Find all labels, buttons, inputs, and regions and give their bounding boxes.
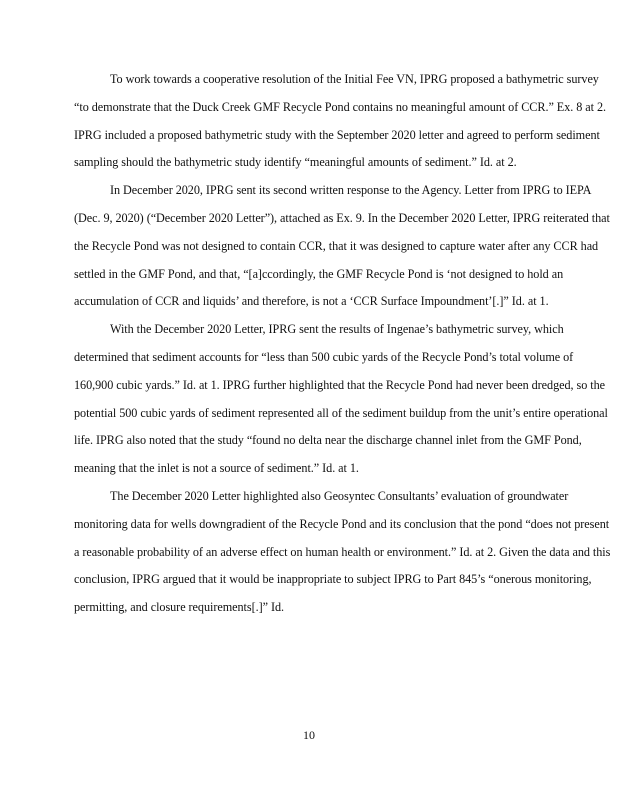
paragraph-survey-results: With the December 2020 Letter, IPRG sent the results of Ingenae’s bathymetric survey, which determined that sediment accounts for “less than 500 cubic yards of the Recycle Pond’s total volume of 160,900 cubic yards.” Id. at 1. IPRG further highlighted that the Recycle Pond had never been dredged, so the potential 500 cubic yards of sediment represented all of the sediment buildup from the unit’s entire operational life. IPRG also noted that the study “found no delta near the discharge channel inlet from the GMF Pond, meaning that the inlet is not a source of sediment.” Id. at 1. [74, 322, 608, 476]
document-body [74, 66, 614, 622]
page-number: 10 [303, 728, 315, 742]
paragraph-bathymetric-proposal: To work towards a cooperative resolution of the Initial Fee VN, IPRG proposed a bathymetric survey “to demonstrate that the Duck Creek GMF Recycle Pond contains no meaningful amount of CCR.” Ex. 8 at 2. IPRG included a proposed bathymetric study with the September 2020 letter and agreed to perform sediment sampling should the bathymetric study identify “meaningful amounts of sediment.” Id. at 2. [74, 72, 607, 170]
paragraph-december-letter: In December 2020, IPRG sent its second written response to the Agency. Letter from IPRG to IEPA (Dec. 9, 2020) (“December 2020 Letter”), attached as Ex. 9. In the December 2020 Letter, IPRG reiterated that the Recycle Pond was not designed to contain CCR, that it was designed to capture water after any CCR had settled in the GMF Pond, and that, “[a]ccordingly, the GMF Recycle Pond is ‘not designed to hold an accumulation of CCR and liquids’ and therefore, is not a ‘CCR Surface Impoundment’[.]” Id. at 1. [74, 183, 610, 309]
paragraph-groundwater-evaluation: The December 2020 Letter highlighted also Geosyntec Consultants’ evaluation of groundwater monitoring data for wells downgradient of the Recycle Pond and its conclusion that the pond “does not present a reasonable probability of an adverse effect on human health or environment.” Id. at 2. Given the data and this conclusion, IPRG argued that it would be inappropriate to subject IPRG to Part 845’s “onerous monitoring, permitting, and closure requirements[.]” Id. [74, 488, 611, 615]
